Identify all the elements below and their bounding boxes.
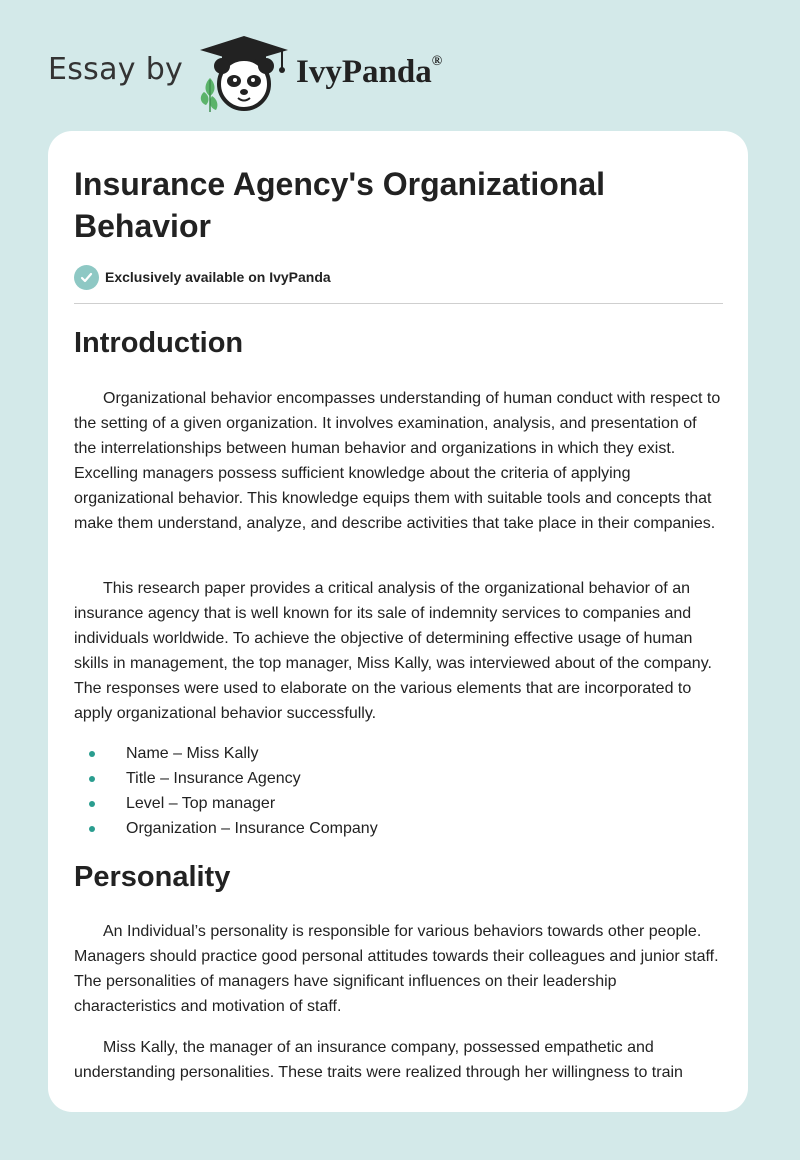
paragraph: An Individual’s personality is responsible for various behaviors towards other people. Managers should practice good personal attitudes towards their colleagues and junior staff. The personalities of managers have significant influences on their leadership characteristics and motivation of staff.	[74, 923, 719, 1015]
check-icon	[74, 265, 99, 290]
bullet-icon	[89, 751, 95, 757]
essay-by-label: Essay by	[48, 52, 184, 87]
list-item	[74, 766, 723, 791]
divider	[74, 303, 723, 304]
section-heading-personality: Personality	[74, 861, 231, 893]
panda-graduate-logo-icon[interactable]	[196, 30, 292, 114]
bullet-icon	[89, 826, 95, 832]
bullet-icon	[89, 801, 95, 807]
list-item	[74, 791, 723, 816]
list-item-text: Level – Top manager	[126, 795, 276, 812]
paragraph: Organizational behavior encompasses understanding of human conduct with respect to the setting of a given organization. It involves examination, analysis, and presentation of the interrelationships between human behavior and organizations in which they exist. Excelling managers possess sufficient knowledge about the criteria of applying organizational behavior. This knowledge equips them with suitable tools and concepts that make them understand, analyze, and describe activities that take place in their companies.	[74, 390, 721, 532]
bullet-icon	[89, 776, 95, 782]
interviewee-details-list	[74, 741, 723, 841]
brand-label: IvyPanda	[296, 54, 432, 90]
exclusive-label: Exclusively available on IvyPanda	[105, 269, 331, 285]
list-item	[74, 741, 723, 766]
brand-name[interactable]	[296, 54, 442, 91]
list-item-text: Organization – Insurance Company	[126, 820, 378, 837]
exclusive-badge	[74, 264, 331, 290]
essay-title: Insurance Agency's Organizational Behavior	[74, 166, 606, 244]
essay-card	[48, 131, 748, 1112]
site-header	[0, 0, 800, 130]
paragraph: Miss Kally, the manager of an insurance company, possessed empathetic and understanding personalities. These traits were realized through her willingness to train	[74, 1039, 683, 1081]
list-item	[74, 816, 723, 841]
paragraph: This research paper provides a critical analysis of the organizational behavior of an insurance agency that is well known for its sale of indemnity services to companies and individuals worldwide. To achieve the objective of determining effective usage of human skills in management, the top manager, Miss Kally, was interviewed about of the company. The responses were used to elaborate on the various elements that are incorporated to apply organizational behavior successfully.	[74, 580, 712, 722]
registered-mark: ®	[431, 54, 443, 69]
section-heading-introduction: Introduction	[74, 327, 244, 359]
list-item-text: Name – Miss Kally	[126, 745, 259, 762]
list-item-text: Title – Insurance Agency	[126, 770, 301, 787]
